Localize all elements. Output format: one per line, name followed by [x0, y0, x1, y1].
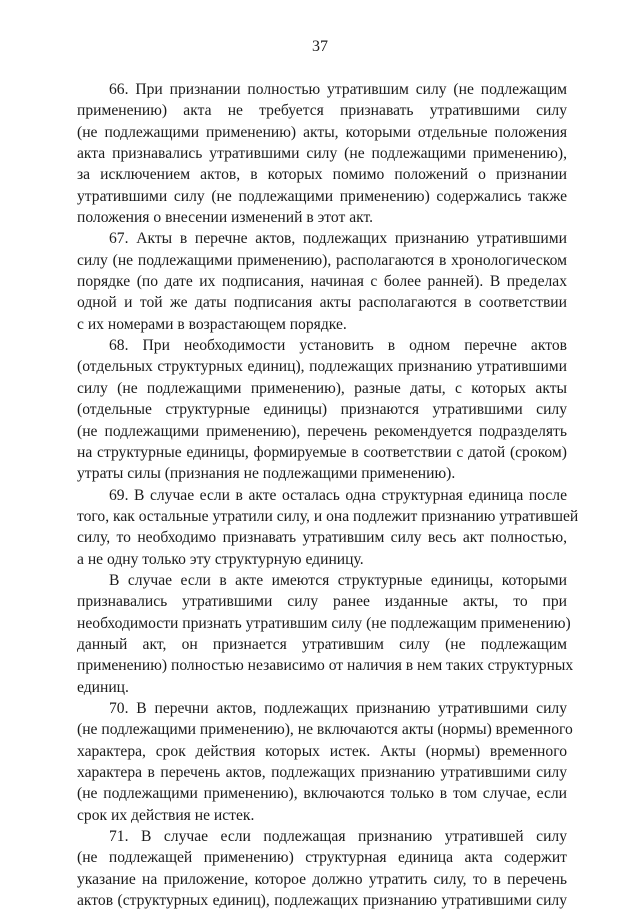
document-body [77, 79, 579, 911]
text-line: силу, то необходимо признавать утратившим силу весь акт полностью, [77, 529, 567, 547]
text-line: 66. При признании полностью утратившим силу (не подлежащим [109, 81, 567, 98]
text-line: положения о внесении изменений в этот акт. [77, 209, 374, 227]
text-line: порядке (по дате их подписания, начиная с более ранней). В пределах [77, 273, 567, 291]
text-line: (не подлежащими применению), включаются только в том случае, если [77, 785, 567, 803]
page-number: 37 [312, 38, 328, 55]
text-line: данный акт, он признается утратившим силу (не подлежащим [77, 635, 567, 653]
text-line: 71. В случае если подлежащая признанию утратившей силу [109, 828, 567, 846]
text-line: (не подлежащей применению) структурная единица акта содержит [77, 849, 567, 867]
paragraph [77, 826, 567, 911]
paragraph [77, 570, 574, 698]
text-line: 70. В перечни актов, подлежащих признанию утратившими силу [109, 699, 567, 717]
text-line: 69. В случае если в акте осталась одна структурная единица после [109, 486, 567, 504]
text-line: с их номерами в возрастающем порядке. [77, 315, 347, 333]
paragraph [77, 79, 567, 228]
text-line: признавались утратившими силу ранее изданные акты, то при [77, 593, 567, 611]
text-line: силу (не подлежащими применению), разные даты, с которых акты [77, 379, 567, 397]
text-line: (отдельных структурных единиц), подлежащих признанию утратившими [77, 358, 567, 376]
text-line: В случае если в акте имеются структурные единицы, которыми [109, 571, 567, 589]
text-line: срок их действия не истек. [77, 806, 255, 824]
text-line: на структурные единицы, формируемые в соответствии с датой (сроком) [77, 443, 567, 461]
text-line: а не одну только эту структурную единицу. [77, 550, 364, 568]
text-line: актов (структурных единиц), подлежащих признанию утратившими силу [77, 892, 567, 910]
text-line: (отдельные структурные единицы) признаются утратившими силу [77, 401, 567, 419]
text-line: одной и той же даты подписания акты располагаются в соответствии [77, 294, 567, 312]
text-line: (не подлежащими применению) акты, которыми отдельные положения [77, 123, 567, 141]
text-line: характера в перечень актов, подлежащих признанию утратившими силу [77, 764, 567, 781]
text-line: утраты силы (признания не подлежащими применению). [77, 465, 456, 483]
text-line: 68. При необходимости установить в одном перечне актов [109, 337, 567, 355]
paragraph [77, 485, 579, 570]
text-line: 67. Акты в перечне актов, подлежащих признанию утратившими [109, 230, 567, 248]
text-line: необходимости признать утратившим силу (не подлежащим применению) [77, 614, 571, 632]
paragraph [77, 228, 567, 335]
text-line: применению) полностью независимо от наличия в нем таких структурных [77, 657, 574, 675]
paragraph [77, 335, 567, 484]
text-line: утратившими силу (не подлежащими применению) содержались также [77, 187, 567, 205]
text-line: (не подлежащими применению), перечень рекомендуется подразделять [77, 422, 567, 440]
text-line: силу (не подлежащими применению), располагаются в хронологическом [77, 251, 567, 269]
text-line: (не подлежащими применению), не включаются акты (нормы) временного [77, 721, 573, 739]
text-line: за исключением актов, в которых помимо положений о признании [77, 166, 567, 184]
text-line: того, как остальные утратили силу, и она подлежит признанию утратившей [77, 507, 579, 525]
text-line: характера, срок действия которых истек. Акты (нормы) временного [77, 742, 567, 760]
text-line: единиц. [77, 678, 129, 696]
text-line: указание на приложение, которое должно утратить силу, то в перечень [77, 870, 567, 888]
text-line: применению) акта не требуется признавать утратившими силу [77, 102, 567, 120]
text-line: акта признавались утратившими силу (не подлежащими применению), [77, 145, 567, 163]
paragraph [77, 698, 573, 826]
